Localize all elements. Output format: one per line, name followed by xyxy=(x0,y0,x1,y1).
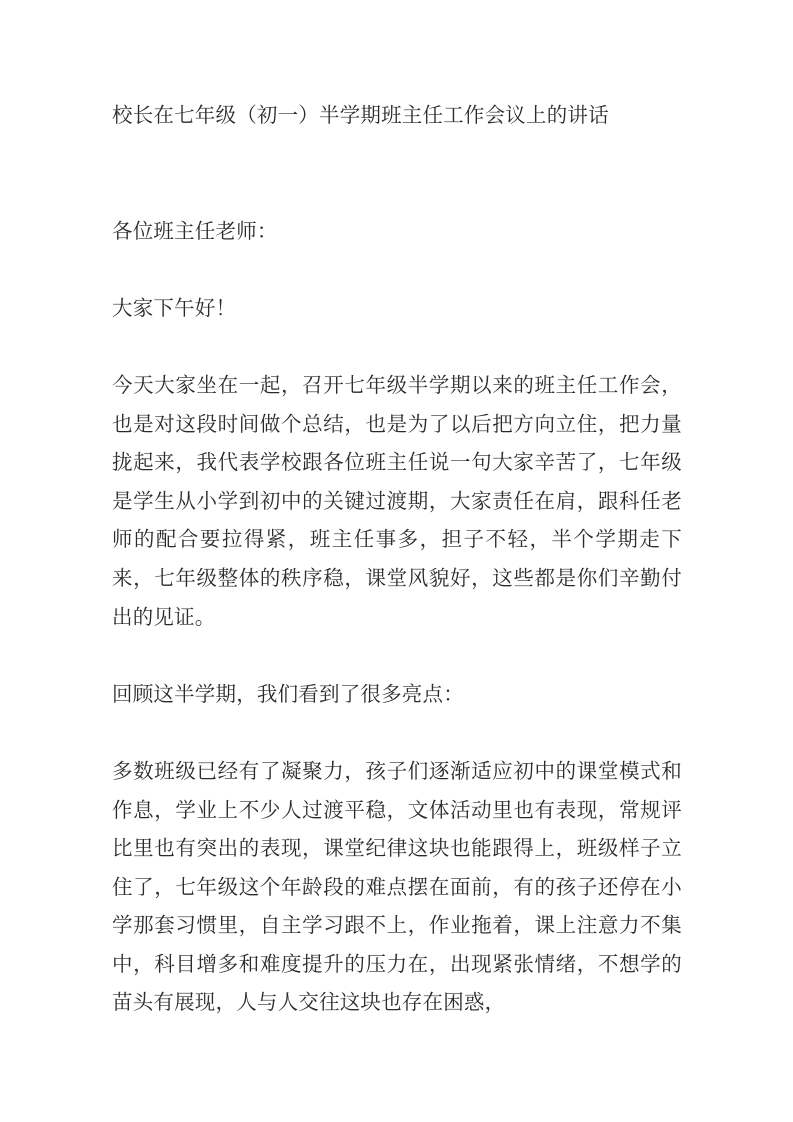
document-body xyxy=(112,96,682,1022)
greeting-paragraph: 大家下午好！ xyxy=(112,295,237,320)
document-title: 校长在七年级（初一）半学期班主任工作会议上的讲话 xyxy=(112,103,609,127)
salutation-paragraph: 各位班主任老师： xyxy=(112,218,278,243)
highlights-paragraph: 多数班级已经有了凝聚力，孩子们逐渐适应初中的课堂模式和作息，学业上不少人过渡平稳，文体活动里也有表现，常规评比里也有突出的表现，课堂纪律这块也能跟得上，班级样子立住了，七年级这个年龄段的难点摆在面前，有的孩子还停在小学那套习惯里，自主学习跟不上，作业拖着，课上注意力不集中，科目增多和难度提升的压力在，出现紧张情绪，不想学的苗头有展现，人与人交往这块也存在困惑， xyxy=(112,758,682,1015)
opening-paragraph: 今天大家坐在一起，召开七年级半学期以来的班主任工作会，也是对这段时间做个总结，也是为了以后把方向立住，把力量拢起来，我代表学校跟各位班主任说一句大家辛苦了，七年级是学生从小学到初中的关键过渡期，大家责任在肩，跟科任老师的配合要拉得紧，班主任事多，担子不轻，半个学期走下来，七年级整体的秩序稳，课堂风貌好，这些都是你们辛勤付出的见证。 xyxy=(112,372,682,629)
review-lead-paragraph: 回顾这半学期，我们看到了很多亮点： xyxy=(112,681,464,706)
